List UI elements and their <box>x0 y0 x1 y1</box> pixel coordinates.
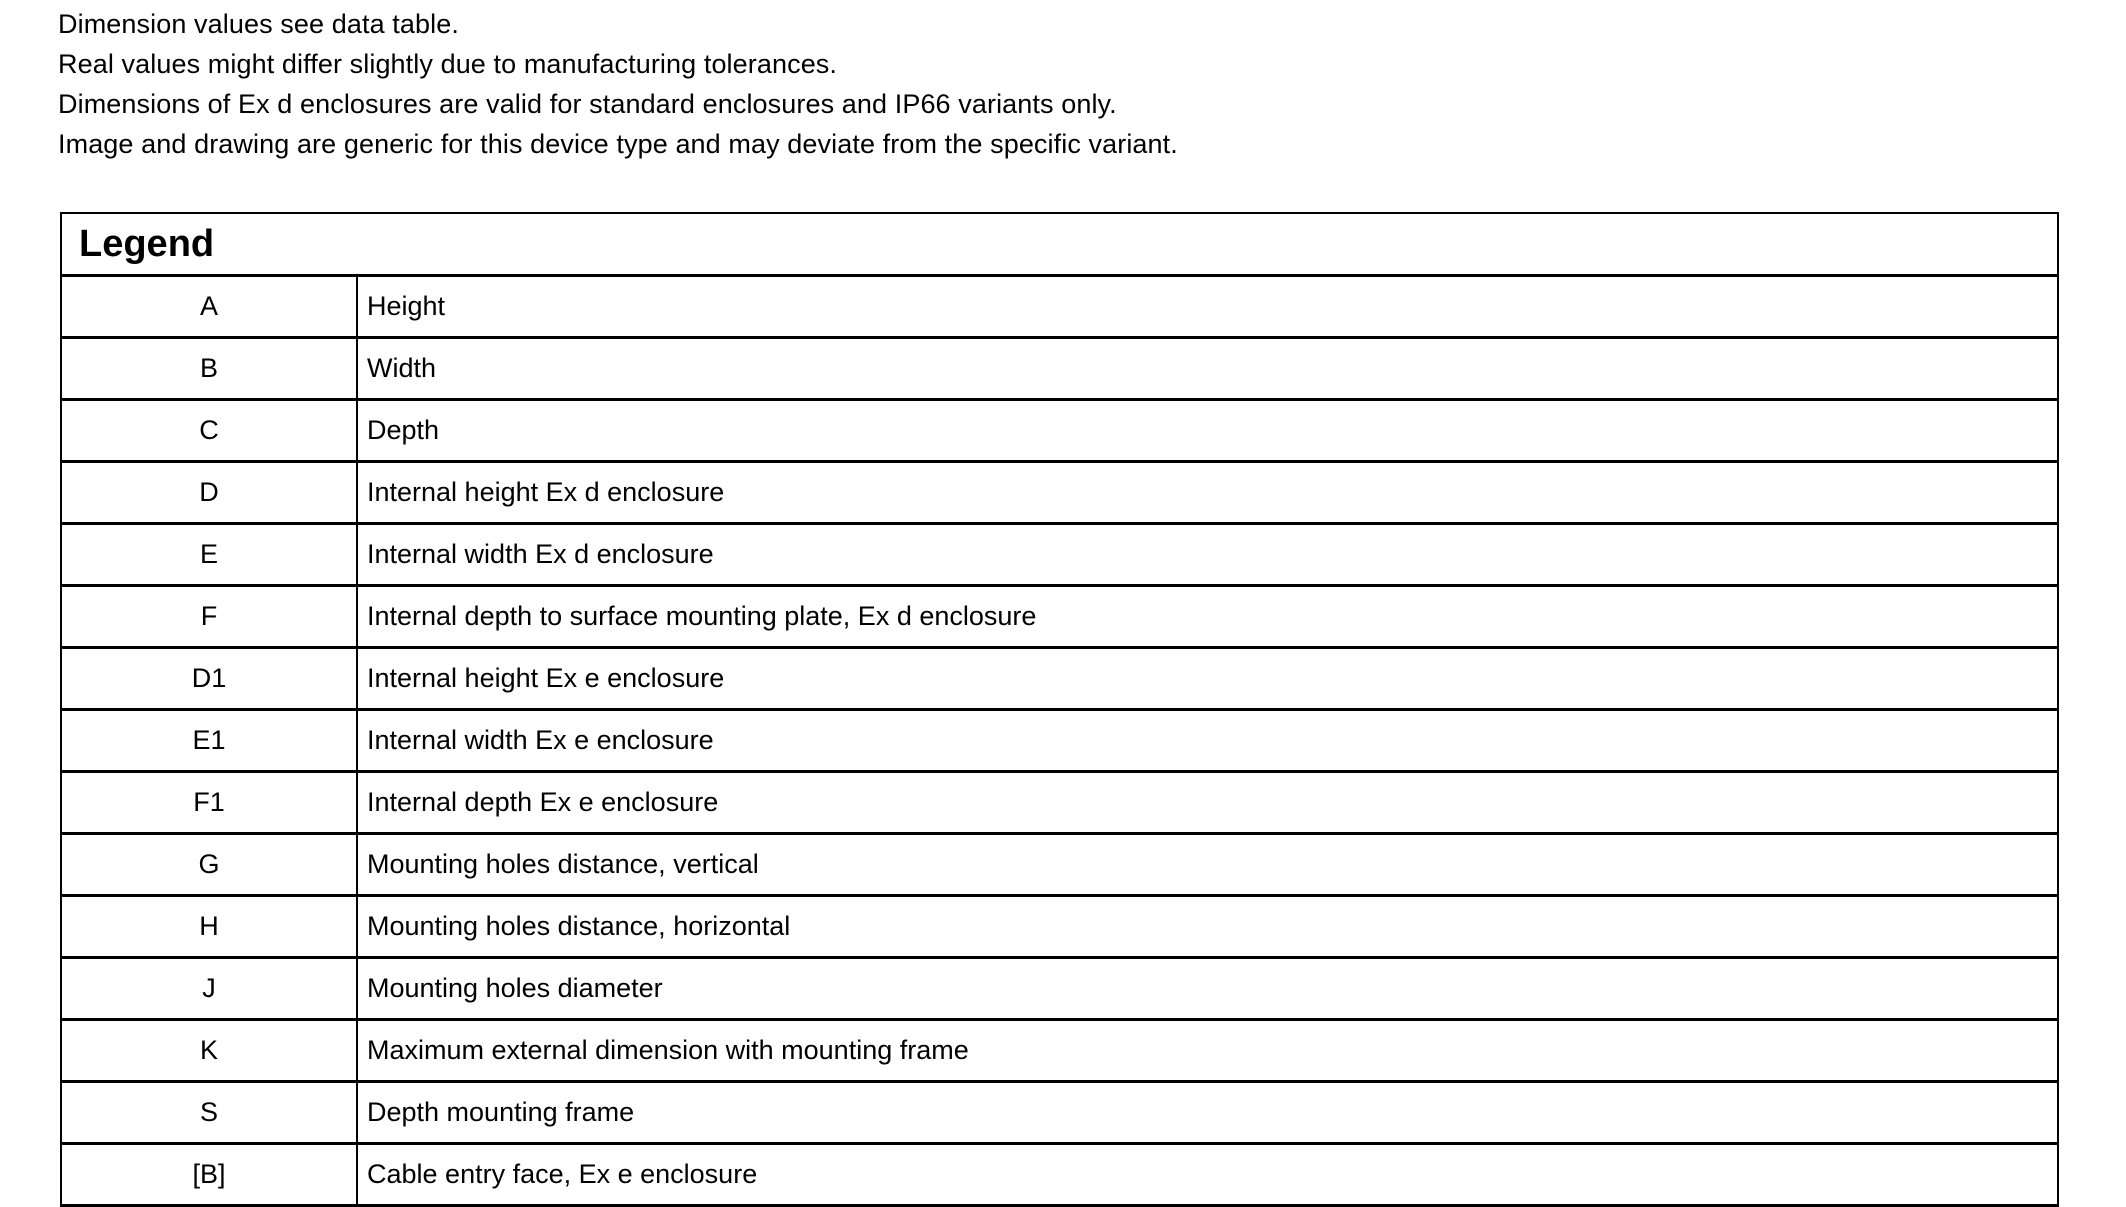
legend-code-cell: [B] <box>61 1144 357 1206</box>
legend-code-cell: C <box>61 400 357 462</box>
table-row <box>61 834 2058 896</box>
legend-header-row <box>61 213 2058 276</box>
table-row <box>61 462 2058 524</box>
legend-description-cell: Depth mounting frame <box>357 1082 2058 1144</box>
legend-description-cell: Mounting holes distance, vertical <box>357 834 2058 896</box>
note-line: Image and drawing are generic for this device type and may deviate from the specific variant. <box>58 129 1178 159</box>
legend-code-cell: A <box>61 276 357 338</box>
legend-code-cell: S <box>61 1082 357 1144</box>
table-row <box>61 400 2058 462</box>
legend-description-cell: Mounting holes diameter <box>357 958 2058 1020</box>
legend-description-cell: Internal width Ex d enclosure <box>357 524 2058 586</box>
legend-description-cell: Height <box>357 276 2058 338</box>
legend-code-cell: D <box>61 462 357 524</box>
legend-code-cell: F1 <box>61 772 357 834</box>
legend-code-cell: E <box>61 524 357 586</box>
legend-code-cell: F <box>61 586 357 648</box>
note-line: Real values might differ slightly due to manufacturing tolerances. <box>58 49 838 79</box>
legend-description-cell: Cable entry face, Ex e enclosure <box>357 1144 2058 1206</box>
table-row <box>61 896 2058 958</box>
legend-code-cell: E1 <box>61 710 357 772</box>
legend-description-cell: Maximum external dimension with mounting frame <box>357 1020 2058 1082</box>
legend-code-cell: H <box>61 896 357 958</box>
legend-code-cell: G <box>61 834 357 896</box>
table-row <box>61 958 2058 1020</box>
table-row <box>61 772 2058 834</box>
legend-description-cell: Internal depth Ex e enclosure <box>357 772 2058 834</box>
table-row <box>61 1144 2058 1206</box>
table-row <box>61 338 2058 400</box>
legend-title: Legend <box>61 213 2058 276</box>
legend-description-cell: Depth <box>357 400 2058 462</box>
legend-table <box>60 212 2059 1207</box>
legend-code-cell: K <box>61 1020 357 1082</box>
legend-description-cell: Width <box>357 338 2058 400</box>
notes-block <box>58 4 1178 164</box>
legend-description-cell: Internal depth to surface mounting plate, Ex d enclosure <box>357 586 2058 648</box>
legend-code-cell: J <box>61 958 357 1020</box>
table-row <box>61 1082 2058 1144</box>
table-row <box>61 648 2058 710</box>
table-row <box>61 586 2058 648</box>
legend-description-cell: Internal height Ex e enclosure <box>357 648 2058 710</box>
note-line: Dimension values see data table. <box>58 9 459 39</box>
legend-code-cell: D1 <box>61 648 357 710</box>
note-line: Dimensions of Ex d enclosures are valid for standard enclosures and IP66 variants only. <box>58 89 1117 119</box>
legend-description-cell: Internal height Ex d enclosure <box>357 462 2058 524</box>
legend-code-cell: B <box>61 338 357 400</box>
table-row <box>61 276 2058 338</box>
legend-description-cell: Internal width Ex e enclosure <box>357 710 2058 772</box>
table-row <box>61 1020 2058 1082</box>
legend-description-cell: Mounting holes distance, horizontal <box>357 896 2058 958</box>
table-row <box>61 710 2058 772</box>
table-row <box>61 524 2058 586</box>
